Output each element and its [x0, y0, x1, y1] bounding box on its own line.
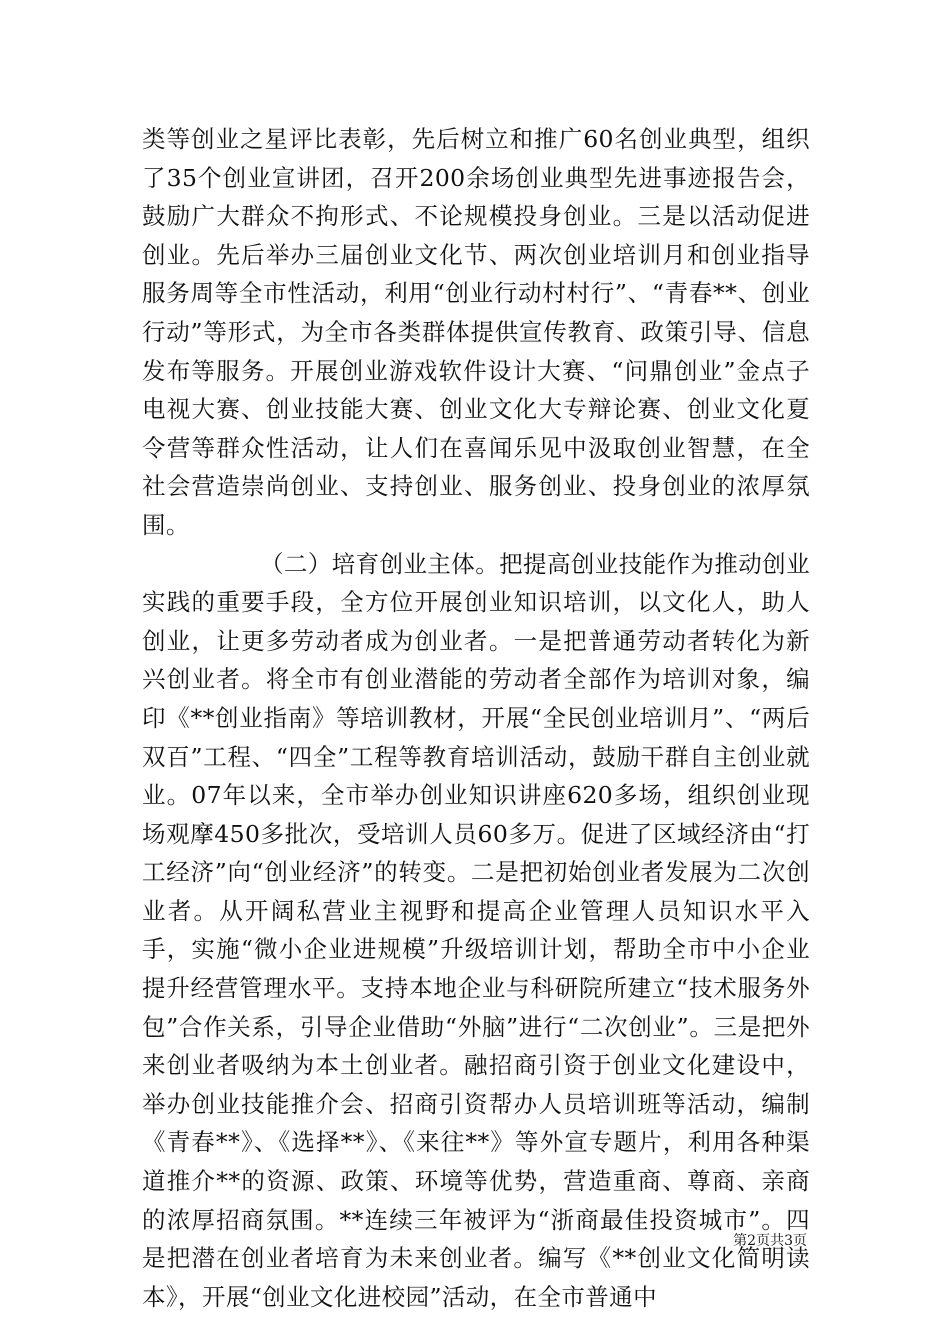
page-number: 第2页共3页: [733, 1233, 807, 1249]
paragraph-activities: 类等创业之星评比表彰，先后树立和推广60名创业典型，组织了35个创业宣讲团，召开200余场创业典型先进事迹报告会，鼓励广大群众不拘形式、不论规模投身创业。三是以活动促进创业。先后举办三届创业文化节、两次创业培训月和创业指导服务周等全市性活动，利用“创业行动村村行”、“青春**、创业行动”等形式，为全市各类群体提供宣传教育、政策引导、信息发布等服务。开展创业游戏软件设计大赛、“问鼎创业”金点子电视大赛、创业技能大赛、创业文化大专辩论赛、创业文化夏令营等群众性活动，让人们在喜闻乐见中汲取创业智慧，在全社会营造崇尚创业、支持创业、服务创业、投身创业的浓厚氛围。: [142, 125, 810, 539]
paragraph-cultivate-entrepreneurs: （二）培育创业主体。把提高创业技能作为推动创业实践的重要手段，全方位开展创业知识培训，以文化人，助人创业，让更多劳动者成为创业者。一是把普通劳动者转化为新兴创业者。将全市有创业潜能的劳动者全部作为培训对象，编印《**创业指南》等培训教材，开展“全民创业培训月”、“两后双百”工程、“四全”工程等教育培训活动，鼓励干群自主创业就业。07年以来，全市举办创业知识讲座620多场，组织创业现场观摩450多批次，受培训人员60多万。促进了区域经济由“打工经济”向“创业经济”的转变。二是把初始创业者发展为二次创业者。从开阔私营业主视野和提高企业管理人员知识水平入手，实施“微小企业进规模”升级培训计划，帮助全市中小企业提升经营管理水平。支持本地企业与科研院所建立“技术服务外包”合作关系，引导企业借助“外脑”进行“二次创业”。三是把外来创业者吸纳为本土创业者。融招商引资于创业文化建设中，举办创业技能推介会、招商引资帮办人员培训班等活动，编制《青春**》、《选择**》、《来往**》等外宣专题片，利用各种渠道推介**的资源、政策、环境等优势，营造重商、尊商、亲商的浓厚招商氛围。**连续三年被评为“浙商最佳投资城市”。四是把潜在创业者培育为未来创业者。编写《**创业文化简明读本》，开展“创业文化进校园”活动，在全市普通中: [142, 549, 810, 1311]
document-body: [142, 120, 810, 1316]
